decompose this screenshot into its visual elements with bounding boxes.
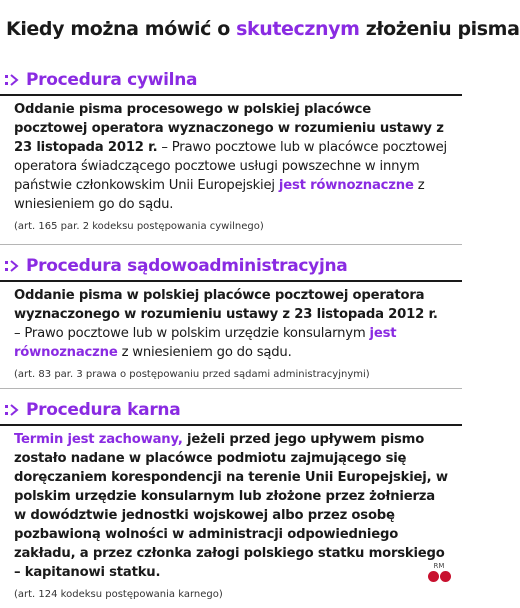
- publisher-logo: [426, 562, 452, 582]
- section-criminal-body: [0, 426, 462, 602]
- bullet-arrow-icon: [4, 72, 20, 88]
- section-civil-title: Procedura cywilna: [26, 70, 198, 90]
- logo-text: RM: [433, 562, 445, 570]
- section-administrative-reference: (art. 83 par. 3 prawa o postępowaniu przed sądami administracyjnymi): [14, 369, 370, 380]
- section-criminal-highlight: Termin jest zachowany,: [14, 432, 183, 447]
- section-administrative-title: Procedura sądowoadministracyjna: [26, 256, 348, 276]
- section-administrative: [0, 252, 462, 382]
- title-highlight: skutecznym: [236, 18, 360, 40]
- title-part2: złożeniu pisma: [359, 18, 520, 40]
- logo-circles-icon: [426, 571, 452, 582]
- section-criminal: [0, 396, 462, 602]
- section-civil: [0, 66, 462, 234]
- section-administrative-body: [0, 282, 462, 382]
- section-criminal-bold: jeżeli przed jego upływem pismo zostało nadane w placówce podmiotu zajmującego się doręczaniem korespondencji na terenie Unii Europejskiej, w polskim urzędzie konsularnym lub złożone przez żołnierza w dowództwie jednostki wojskowej albo przez osobę pozbawioną wolności w administracji odpowiedniego zakładu, a przez członka załogi polskiego statku morskiego – kapitanowi statku.: [14, 432, 448, 580]
- section-civil-tail: z wniesieniem go do sądu.: [14, 178, 425, 212]
- section-civil-highlight: jest równoznaczne: [278, 178, 414, 193]
- section-civil-bold: Oddanie pisma procesowego w polskiej placówce pocztowej operatora wyznaczonego w rozumieniu ustawy z 23 listopada 2012 r.: [14, 102, 444, 155]
- section-criminal-title: Procedura karna: [26, 400, 181, 420]
- section-administrative-header: [0, 252, 462, 282]
- section-administrative-highlight: jest równoznaczne: [14, 326, 397, 360]
- section-criminal-reference: (art. 124 kodeksu postępowania karnego): [14, 589, 223, 600]
- section-civil-text: – Prawo pocztowe lub w placówce pocztowej operatora świadczącego pocztowe usługi powszechne w innym państwie członkowskim Unii Europejskiej: [14, 140, 447, 193]
- title-part1: Kiedy można mówić o: [6, 18, 237, 40]
- divider: [0, 244, 462, 245]
- bullet-arrow-icon: [4, 402, 20, 418]
- section-civil-header: [0, 66, 462, 96]
- section-civil-reference: (art. 165 par. 2 kodeksu postępowania cywilnego): [14, 221, 264, 232]
- section-administrative-text: – Prawo pocztowe lub w polskim urzędzie konsularnym: [14, 326, 370, 341]
- section-civil-body: [0, 96, 462, 234]
- divider: [0, 388, 462, 389]
- section-criminal-header: [0, 396, 462, 426]
- section-administrative-bold: Oddanie pisma w polskiej placówce pocztowej operatora wyznaczonego w rozumieniu ustawy z 23 listopada 2012 r.: [14, 288, 438, 322]
- page-title: [6, 18, 520, 40]
- section-administrative-tail: z wniesieniem go do sądu.: [117, 345, 292, 360]
- bullet-arrow-icon: [4, 258, 20, 274]
